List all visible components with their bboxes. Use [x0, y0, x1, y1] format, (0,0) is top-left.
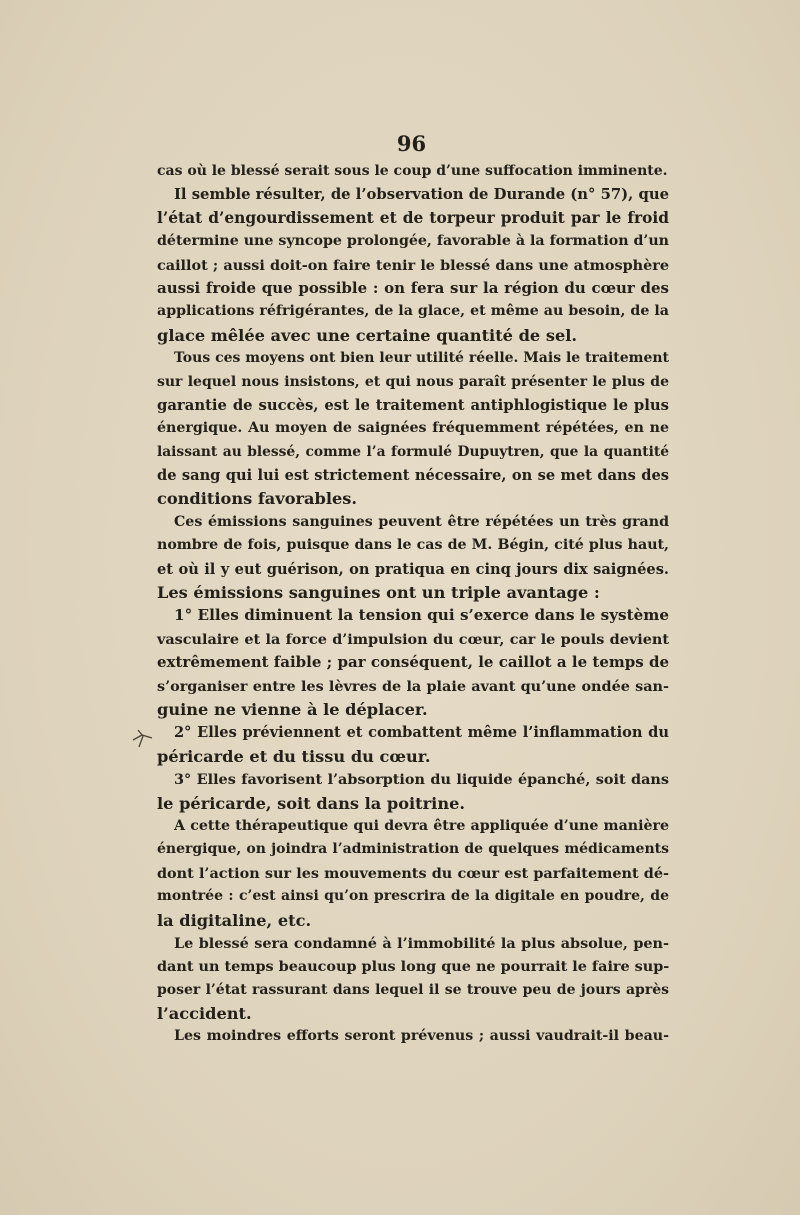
text-line: applications réfrigérantes, de la glace, et même au besoin, de la	[157, 303, 669, 320]
text-line: Il semble résulter, de l’observation de Durande (n° 57), que	[174, 186, 669, 204]
text-line: montrée : c’est ainsi qu’on prescrira de la digitale en poudre, de	[157, 888, 669, 905]
text-line: énergique, on joindra l’administration de quelques médicaments	[157, 841, 669, 858]
text-line: s’organiser entre les lèvres de la plaie avant qu’une ondée san-	[157, 677, 669, 695]
text-line: dont l’action sur les mouvements du cœur est parfaitement dé-	[157, 864, 669, 882]
text-line: laissant au blessé, comme l’a formulé Dupuytren, que la quantité	[157, 443, 669, 460]
text-line: poser l’état rassurant dans lequel il se trouve peu de jours après	[157, 981, 669, 998]
text-line: nombre de fois, puisque dans le cas de M. Bégin, cité plus haut,	[157, 537, 669, 554]
text-line: garantie de succès, est le traitement antiphlogistique le plus	[157, 396, 669, 414]
text-line: dant un temps beaucoup plus long que ne pourrait le faire sup-	[157, 958, 670, 976]
text-line: 1° Elles diminuent la tension qui s’exerce dans le système	[174, 606, 669, 625]
text-line: vasculaire et la force d’impulsion du cœur, car le pouls devient	[157, 630, 669, 648]
text-line: l’accident.	[157, 1004, 252, 1024]
text-line: cas où le blessé serait sous le coup d’une suffocation imminente.	[157, 163, 668, 179]
text-line: 3° Elles favorisent l’absorption du liquide épanché, soit dans	[174, 771, 669, 789]
text-line: énergique. Au moyen de saignées fréquemment répétées, en ne	[157, 420, 669, 437]
text-line: et où il y eut guérison, on pratiqua en cinq jours dix saignées.	[157, 560, 669, 578]
text-line: Tous ces moyens ont bien leur utilité réelle. Mais le traitement	[174, 350, 670, 367]
text-line: l’état d’engourdissement et de torpeur produit par le froid	[157, 208, 669, 227]
text-line: guine ne vienne à le déplacer.	[157, 699, 428, 719]
text-line: péricarde et du tissu du cœur.	[157, 746, 431, 766]
page-number: 96	[396, 131, 427, 156]
text-line: conditions favorables.	[157, 489, 358, 509]
text-line: détermine une syncope prolongée, favorable à la formation d’un	[157, 233, 669, 250]
text-line: Les émissions sanguines ont un triple avantage :	[157, 583, 600, 603]
text-line: Les moindres efforts seront prévenus ; aussi vaudrait-il beau-	[174, 1028, 669, 1045]
text-line: aussi froide que possible : on fera sur la région du cœur des	[157, 278, 669, 297]
text-line: le péricarde, soit dans la poitrine.	[157, 793, 466, 813]
text-line: extrêmement faible ; par conséquent, le caillot a le temps de	[157, 653, 669, 672]
text-line: la digitaline, etc.	[157, 910, 312, 930]
text-line: caillot ; aussi doit-on faire tenir le blessé dans une atmosphère	[157, 256, 669, 274]
text-line: Ces émissions sanguines peuvent être répétées un très grand	[174, 513, 669, 530]
text-line: de sang qui lui est strictement nécessaire, on se met dans des	[157, 467, 669, 485]
text-line: Le blessé sera condamné à l’immobilité la plus absolue, pen-	[174, 934, 669, 952]
pencil-cross-mark-icon	[130, 724, 156, 750]
text-line: 2° Elles préviennent et combattent même l’inflammation du	[174, 724, 669, 742]
body-text	[157, 160, 669, 1049]
text-line: A cette thérapeutique qui devra être appliquée d’une manière	[174, 817, 669, 834]
text-line: glace mêlée avec une certaine quantité de sel.	[157, 325, 578, 345]
text-line: sur lequel nous insistons, et qui nous paraît présenter le plus de	[157, 373, 669, 390]
